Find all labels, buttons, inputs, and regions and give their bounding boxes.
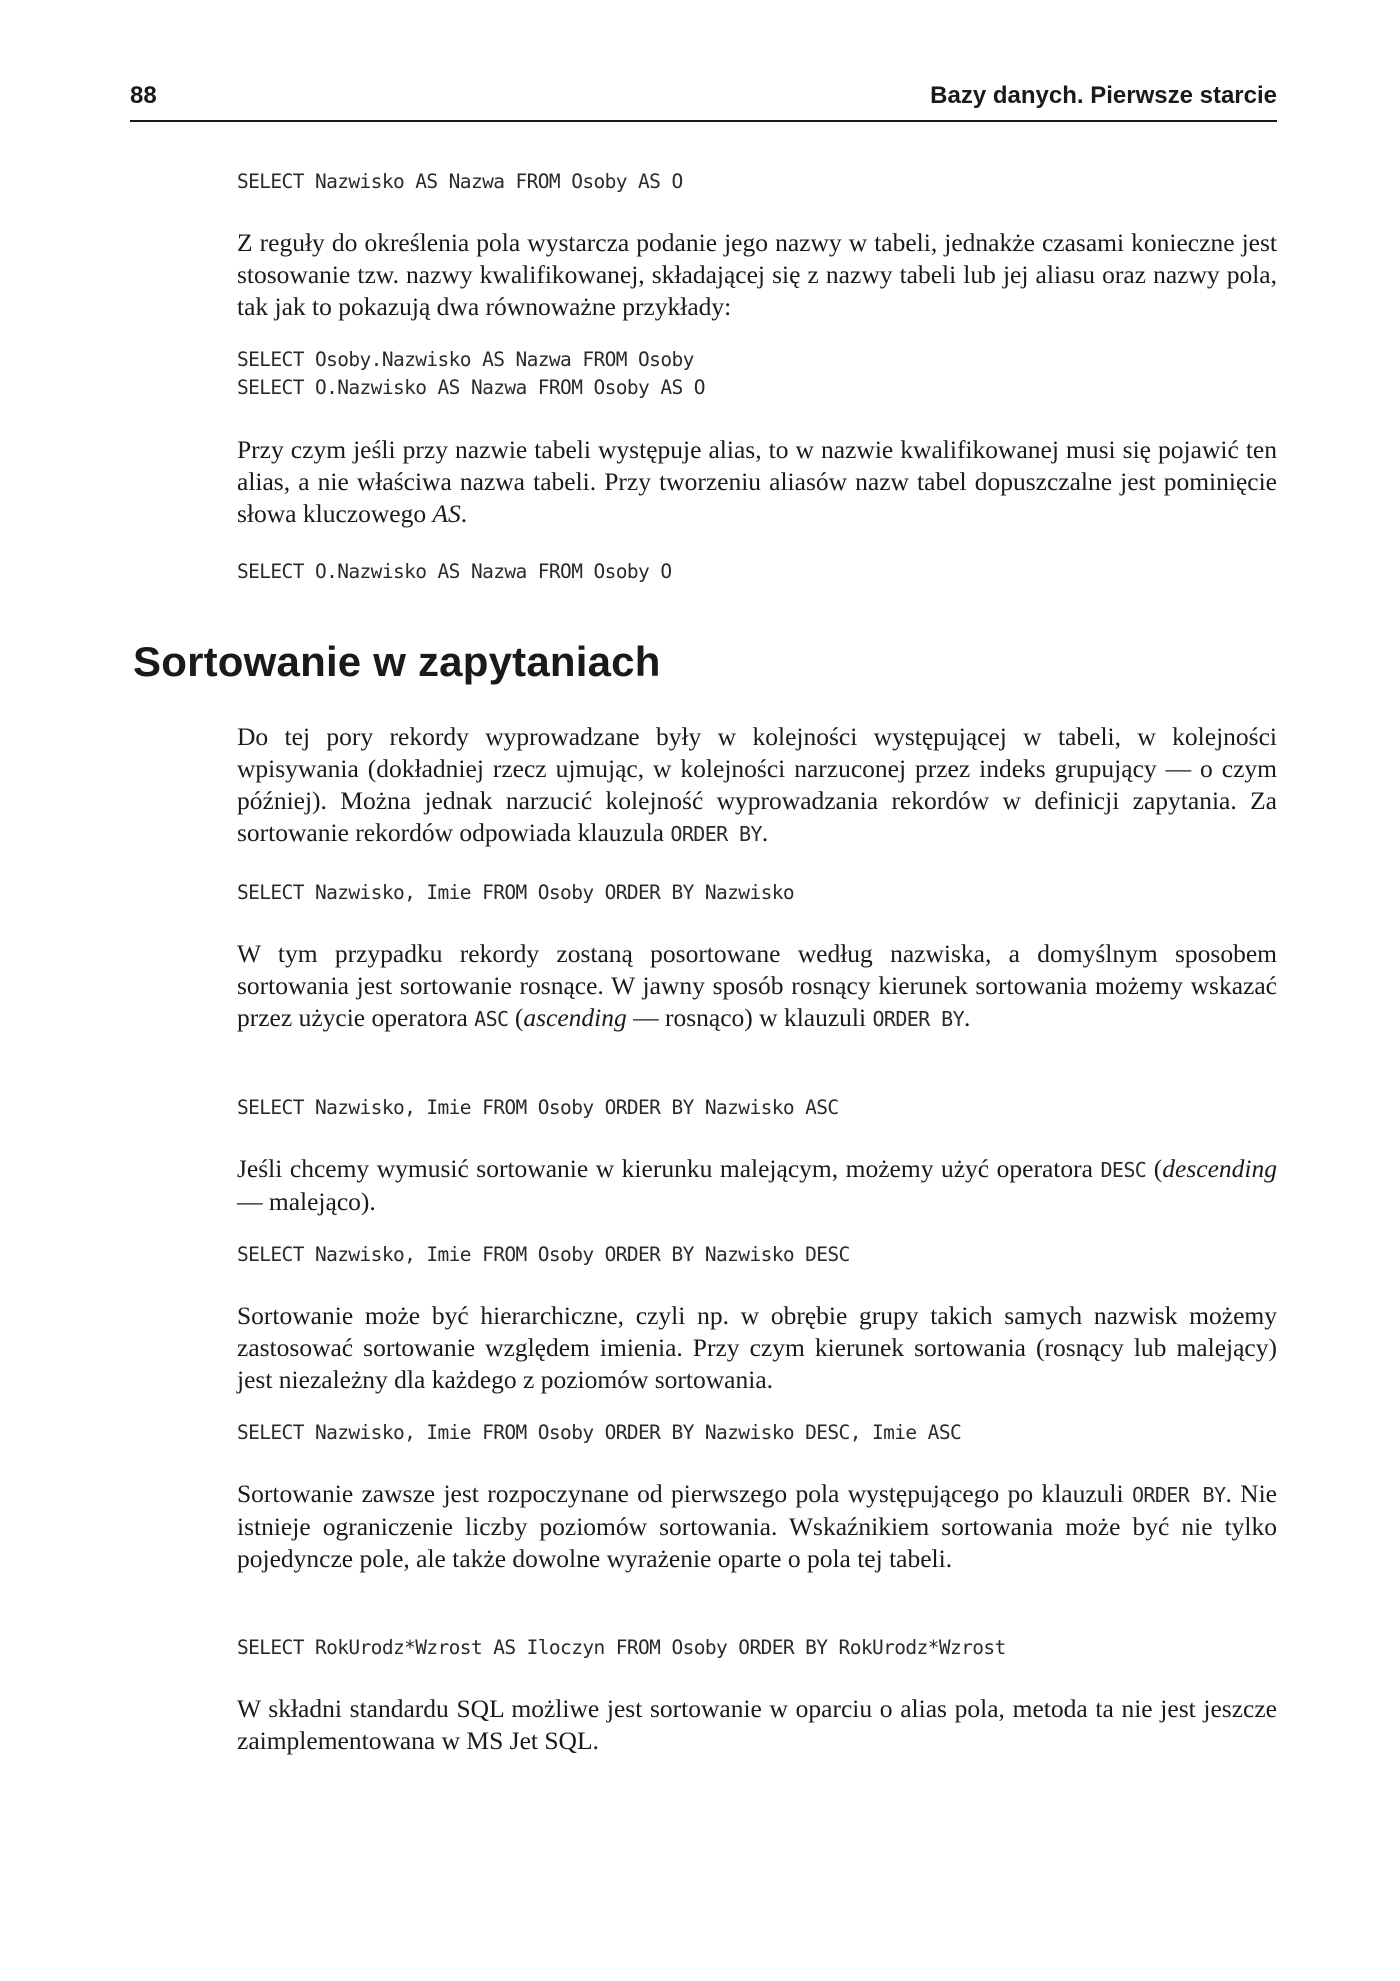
inline-code-order-by: ORDER BY [872,1007,965,1031]
paragraph-text: ( [508,1003,524,1032]
paragraph-alias-sorting: W składni standardu SQL możliwe jest sortowanie w oparciu o alias pola, metoda ta nie jest jeszcze zaimplementowana w MS Jet SQL. [237,1694,1277,1755]
code-listing-expression: SELECT RokUrodz*Wzrost AS Iloczyn FROM Osoby ORDER BY RokUrodz*Wzrost [237,1636,1006,1659]
paragraph-ascending [237,938,1277,1035]
code-listing-asc: SELECT Nazwisko, Imie FROM Osoby ORDER BY Nazwisko ASC [237,1096,839,1119]
paragraph-text: . [964,1003,971,1032]
paragraph-alias-rule [237,434,1277,530]
paragraph-text: . Nie istnieje ograniczenie liczby poziomów sortowania. Wskaźnikiem sortowania może być nie tylko pojedyncze pole, ale także dowolne wyrażenie oparte o pola tej tabeli. [237,1479,1277,1573]
inline-code-order-by: ORDER BY [670,822,762,846]
term-ascending: ascending [523,1003,627,1032]
code-listing-no-as: SELECT O.Nazwisko AS Nazwa FROM Osoby O [237,560,672,583]
paragraph-text: W tym przypadku rekordy zostaną posortowane według nazwiska, a domyślnym sposobem sortowania jest sortowanie rosnące. W jawny sposób rosnący kierunek sortowania możemy wskazać przez użycie operatora [237,939,1277,1032]
paragraph-text: . [460,499,468,528]
keyword-as-emphasis: AS [432,499,461,528]
paragraph-text: — rosnąco) w klauzuli [626,1003,873,1032]
paragraph-hierarchical: Sortowanie może być hierarchiczne, czyli np. w obrębie grupy takich samych nazwisk możemy zastosować sortowanie względem imienia. Przy czym kierunek sortowania (rosnący lub malejący) jest niezależny dla każdego z poziomów sortowania. [237,1301,1277,1394]
term-descending: descending [1162,1154,1277,1183]
paragraph-text: Do tej pory rekordy wyprowadzane były w kolejności występującej w tabeli, w kolejności wpisywania (dokładniej rzecz ujmując, w kolejności narzuconej przez indeks grupujący — o czym później). Można jednak narzucić kolejność wyprowadzania rekordów w definicji zapytania. Za sortowanie rekordów odpowiada klauzula [237,722,1277,847]
running-title: Bazy danych. Pierwsze starcie [930,82,1277,109]
paragraph-text: . [761,818,769,847]
page-number: 88 [130,82,157,109]
paragraph-text: Przy czym jeśli przy nazwie tabeli występuje alias, to w nazwie kwalifikowanej musi się pojawić ten alias, a nie właściwa nazwa tabeli. Przy tworzeniu aliasów nazw tabel dopuszczalne jest pominięcie słowa kluczowego [237,435,1277,528]
code-listing-alias: SELECT Nazwisko AS Nazwa FROM Osoby AS O [237,170,683,193]
paragraph-sorting-intro [237,721,1277,850]
paragraph-text: — malejąco). [237,1187,376,1216]
code-listing-multi-level: SELECT Nazwisko, Imie FROM Osoby ORDER BY Nazwisko DESC, Imie ASC [237,1421,962,1444]
paragraph-text: Jeśli chcemy wymusić sortowanie w kierunku malejącym, możemy użyć operatora [237,1154,1101,1183]
code-listing-order-by: SELECT Nazwisko, Imie FROM Osoby ORDER BY Nazwisko [237,881,794,904]
paragraph-sort-levels [237,1478,1277,1575]
inline-code-desc: DESC [1100,1158,1147,1182]
inline-code-order-by: ORDER BY [1131,1483,1226,1507]
paragraph-qualified-names: Z reguły do określenia pola wystarcza podanie jego nazwy w tabeli, jednakże czasami konieczne jest stosowanie tzw. nazwy kwalifikowanej, składającej się z nazwy tabeli lub jej aliasu oraz nazwy pola, tak jak to pokazują dwa równoważne przykłady: [237,228,1277,321]
page-header [130,80,1277,122]
section-heading: Sortowanie w zapytaniach [133,638,661,685]
inline-code-asc: ASC [474,1007,509,1031]
code-listing-desc: SELECT Nazwisko, Imie FROM Osoby ORDER BY Nazwisko DESC [237,1243,850,1266]
paragraph-text: ( [1146,1154,1163,1183]
code-listing-qualified: SELECT Osoby.Nazwisko AS Nazwa FROM Osoby SELECT O.Nazwisko AS Nazwa FROM Osoby AS O [237,348,705,399]
paragraph-descending [237,1153,1277,1218]
paragraph-text: Sortowanie zawsze jest rozpoczynane od pierwszego pola występującego po klauzuli [237,1479,1132,1508]
